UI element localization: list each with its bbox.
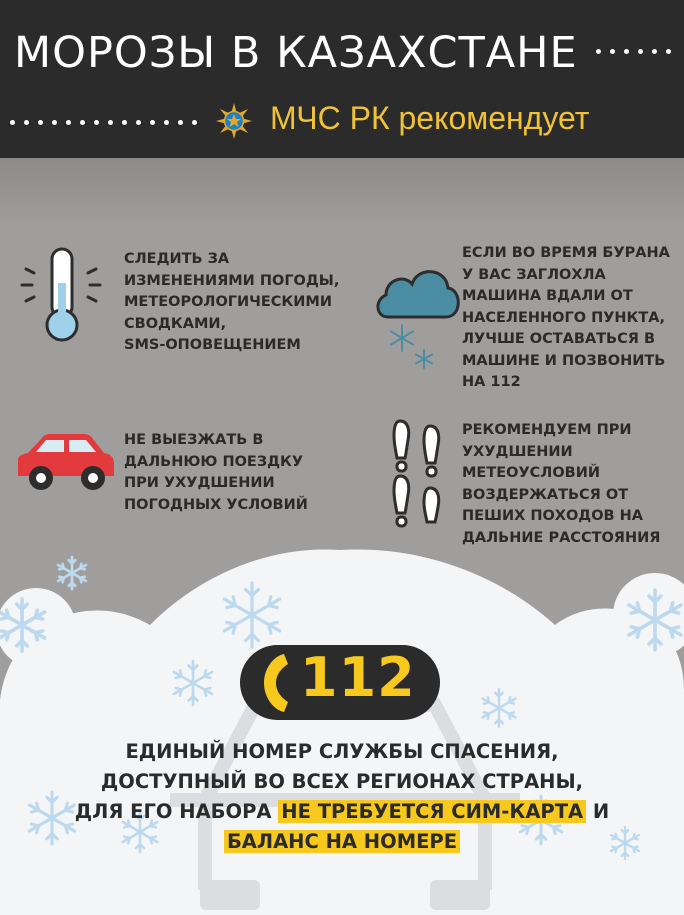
phone-handset-icon: [256, 650, 292, 716]
thermometer-icon: [18, 245, 108, 345]
recommendation-no-hiking: РЕКОМЕНДУЕМ ПРИ УХУДШЕНИИ МЕТЕОУСЛОВИЙ ВОЗДЕРЖАТЬСЯ ОТ ПЕШИХ ПОХОДОВ НА ДАЛЬНИЕ РАССТОЯНИЯ: [462, 422, 661, 546]
info-line-1: ЕДИНЫЙ НОМЕР СЛУЖБЫ СПАСЕНИЯ,: [125, 740, 559, 763]
highlight-no-balance: БАЛАНС НА НОМЕРЕ: [224, 830, 460, 853]
info-line-3: [0, 797, 684, 827]
highlight-no-sim: НЕ ТРЕБУЕТСЯ СИМ-КАРТА: [278, 800, 586, 823]
recommendation-car-stalled: ЕСЛИ ВО ВРЕМЯ БУРАНА У ВАС ЗАГЛОХЛА МАШИНА ВДАЛИ ОТ НАСЕЛЕННОГО ПУНКТА, ЛУЧШЕ ОСТАВАТЬСЯ В МАШИНЕ И ПОЗВОНИТЬ НА 112: [462, 245, 670, 390]
info-line-3-prefix: ДЛЯ ЕГО НАБОРА: [74, 800, 272, 823]
car-icon: [14, 430, 118, 494]
recommendation-weather: СЛЕДИТЬ ЗА ИЗМЕНЕНИЯМИ ПОГОДЫ, МЕТЕОРОЛОГИЧЕСКИМИ СВОДКАМИ, SMS-ОПОВЕЩЕНИЕМ: [124, 251, 340, 353]
subtitle: МЧС РК рекомендует: [270, 100, 590, 136]
footprints-icon: [388, 418, 450, 530]
info-line-3-suffix: И: [592, 800, 610, 823]
info-line-4: [0, 827, 684, 857]
page-title: МОРОЗЫ В КАЗАХСТАНЕ: [14, 28, 578, 78]
recommendation-no-travel: НЕ ВЫЕЗЖАТЬ В ДАЛЬНЮЮ ПОЕЗДКУ ПРИ УХУДШЕНИИ ПОГОДНЫХ УСЛОВИЙ: [124, 432, 308, 513]
emergency-number: 112: [300, 646, 416, 709]
info-line-2: ДОСТУПНЫЙ ВО ВСЕХ РЕГИОНАХ СТРАНЫ,: [100, 770, 584, 793]
emergency-info-text: [0, 737, 684, 857]
snow-cloud-icon: [374, 262, 460, 374]
